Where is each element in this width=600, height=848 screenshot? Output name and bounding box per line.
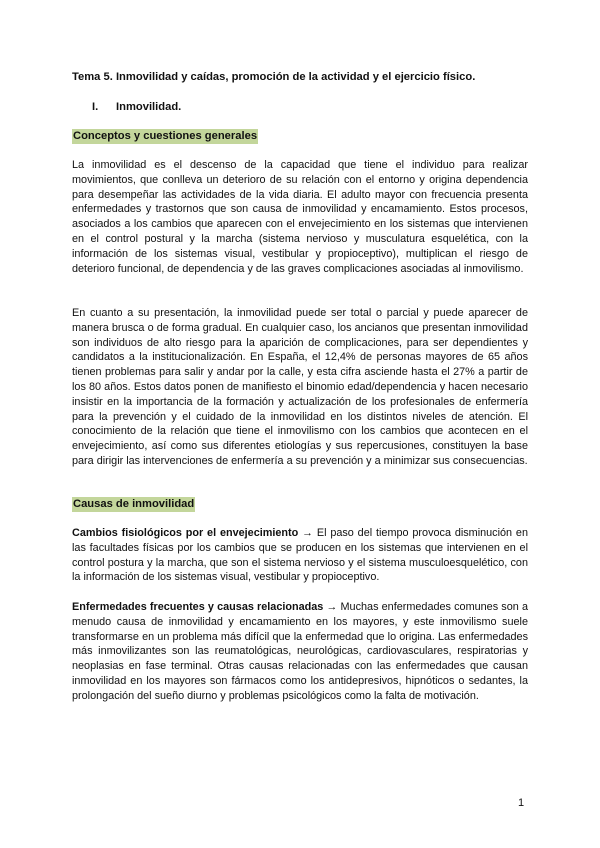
section-heading bbox=[92, 100, 181, 114]
subheading-conceptos: Conceptos y cuestiones generales bbox=[73, 130, 258, 142]
page-number: 1 bbox=[518, 797, 525, 809]
paragraph-body: → El paso del tiempo provoca disminución en las facultades físicas por los cambios que se producen en los sistemas que intervienen en el control postura y la marcha, que son el sistema nervioso y el sistema musculoesquelético, con la información de los sistemas visual, vestibular y propioceptivo. bbox=[72, 527, 528, 584]
paragraph-definition: La inmovilidad es el descenso de la capacidad que tiene el individuo para realizar movimientos, que conlleva un deterioro de su relación con el entorno y origina dependencia para desempeñar las actividades de la vida diaria. El adulto mayor con frecuencia presenta enfermedades y trastornos que son causa de inmovilidad y encamamiento. Estos procesos, asociados a los cambios que aparecen con el envejecimiento en los sistemas que intervienen en el control postural y la marcha (sistema nervioso y musculatura esquelética, con la información de los sistemas visual, vestibular y propioceptivo), multiplican el riesgo de deterioro funcional, de dependencia y de las graves complicaciones asociadas al inmovilismo. bbox=[72, 159, 528, 275]
section-label: Inmovilidad. bbox=[116, 101, 182, 113]
paragraph-physiological-changes bbox=[72, 526, 528, 585]
paragraph-lead: Cambios fisiológicos por el envejecimiento bbox=[72, 527, 299, 539]
section-number: I. bbox=[92, 101, 99, 113]
document-title: Tema 5. Inmovilidad y caídas, promoción de la actividad y el ejercicio físico. bbox=[72, 71, 476, 83]
paragraph-presentation: En cuanto a su presentación, la inmovilidad puede ser total o parcial y puede aparecer de manera brusca o de forma gradual. En cualquier caso, los ancianos que presentan inmovilidad son individuos de alto riesgo para la aparición de complicaciones, para ser dependientes y candidatos a la institucionalización. En España, el 12,4% de personas mayores de 65 años tienen problemas para salir y andar por la calle, y esta cifra asciende hasta el 27% a partir de los 80 años. Estos datos ponen de manifiesto el binomio edad/dependencia y hacen necesario insistir en la importancia de la formación y actualización de los profesionales de enfermería para la prevención y el cuidado de la inmovilidad en los distintos niveles de atención. El conocimiento de la relación que tiene el inmovilismo con los cambios que acontecen en el envejecimiento, así como sus diferentes etiologías y sus repercusiones, constituyen la base para dirigir las intervenciones de enfermería a su prevención y a minimizar sus consecuencias. bbox=[72, 307, 528, 467]
paragraph-body: → Muchas enfermedades comunes son a menudo causa de inmovilidad y encamamiento en los mayores, y este inmovilismo suele transformarse en un problema más difícil que la enfermedad que lo origina. Las enfermedades más inmovilizantes son las reumatológicas, neurológicas, cardiovasculares, respiratorias y neoplasias en fase terminal. Otras causas relacionadas con las enfermedades que causan inmovilidad en los mayores son fármacos como los antidepresivos, hipnóticos o sedantes, la prolongación del sueño diurno y problemas psicológicos como la falta de motivación. bbox=[72, 601, 528, 702]
paragraph-diseases bbox=[72, 600, 528, 704]
paragraph-lead: Enfermedades frecuentes y causas relacionadas bbox=[72, 601, 324, 613]
subheading-causas: Causas de inmovilidad bbox=[73, 498, 195, 510]
